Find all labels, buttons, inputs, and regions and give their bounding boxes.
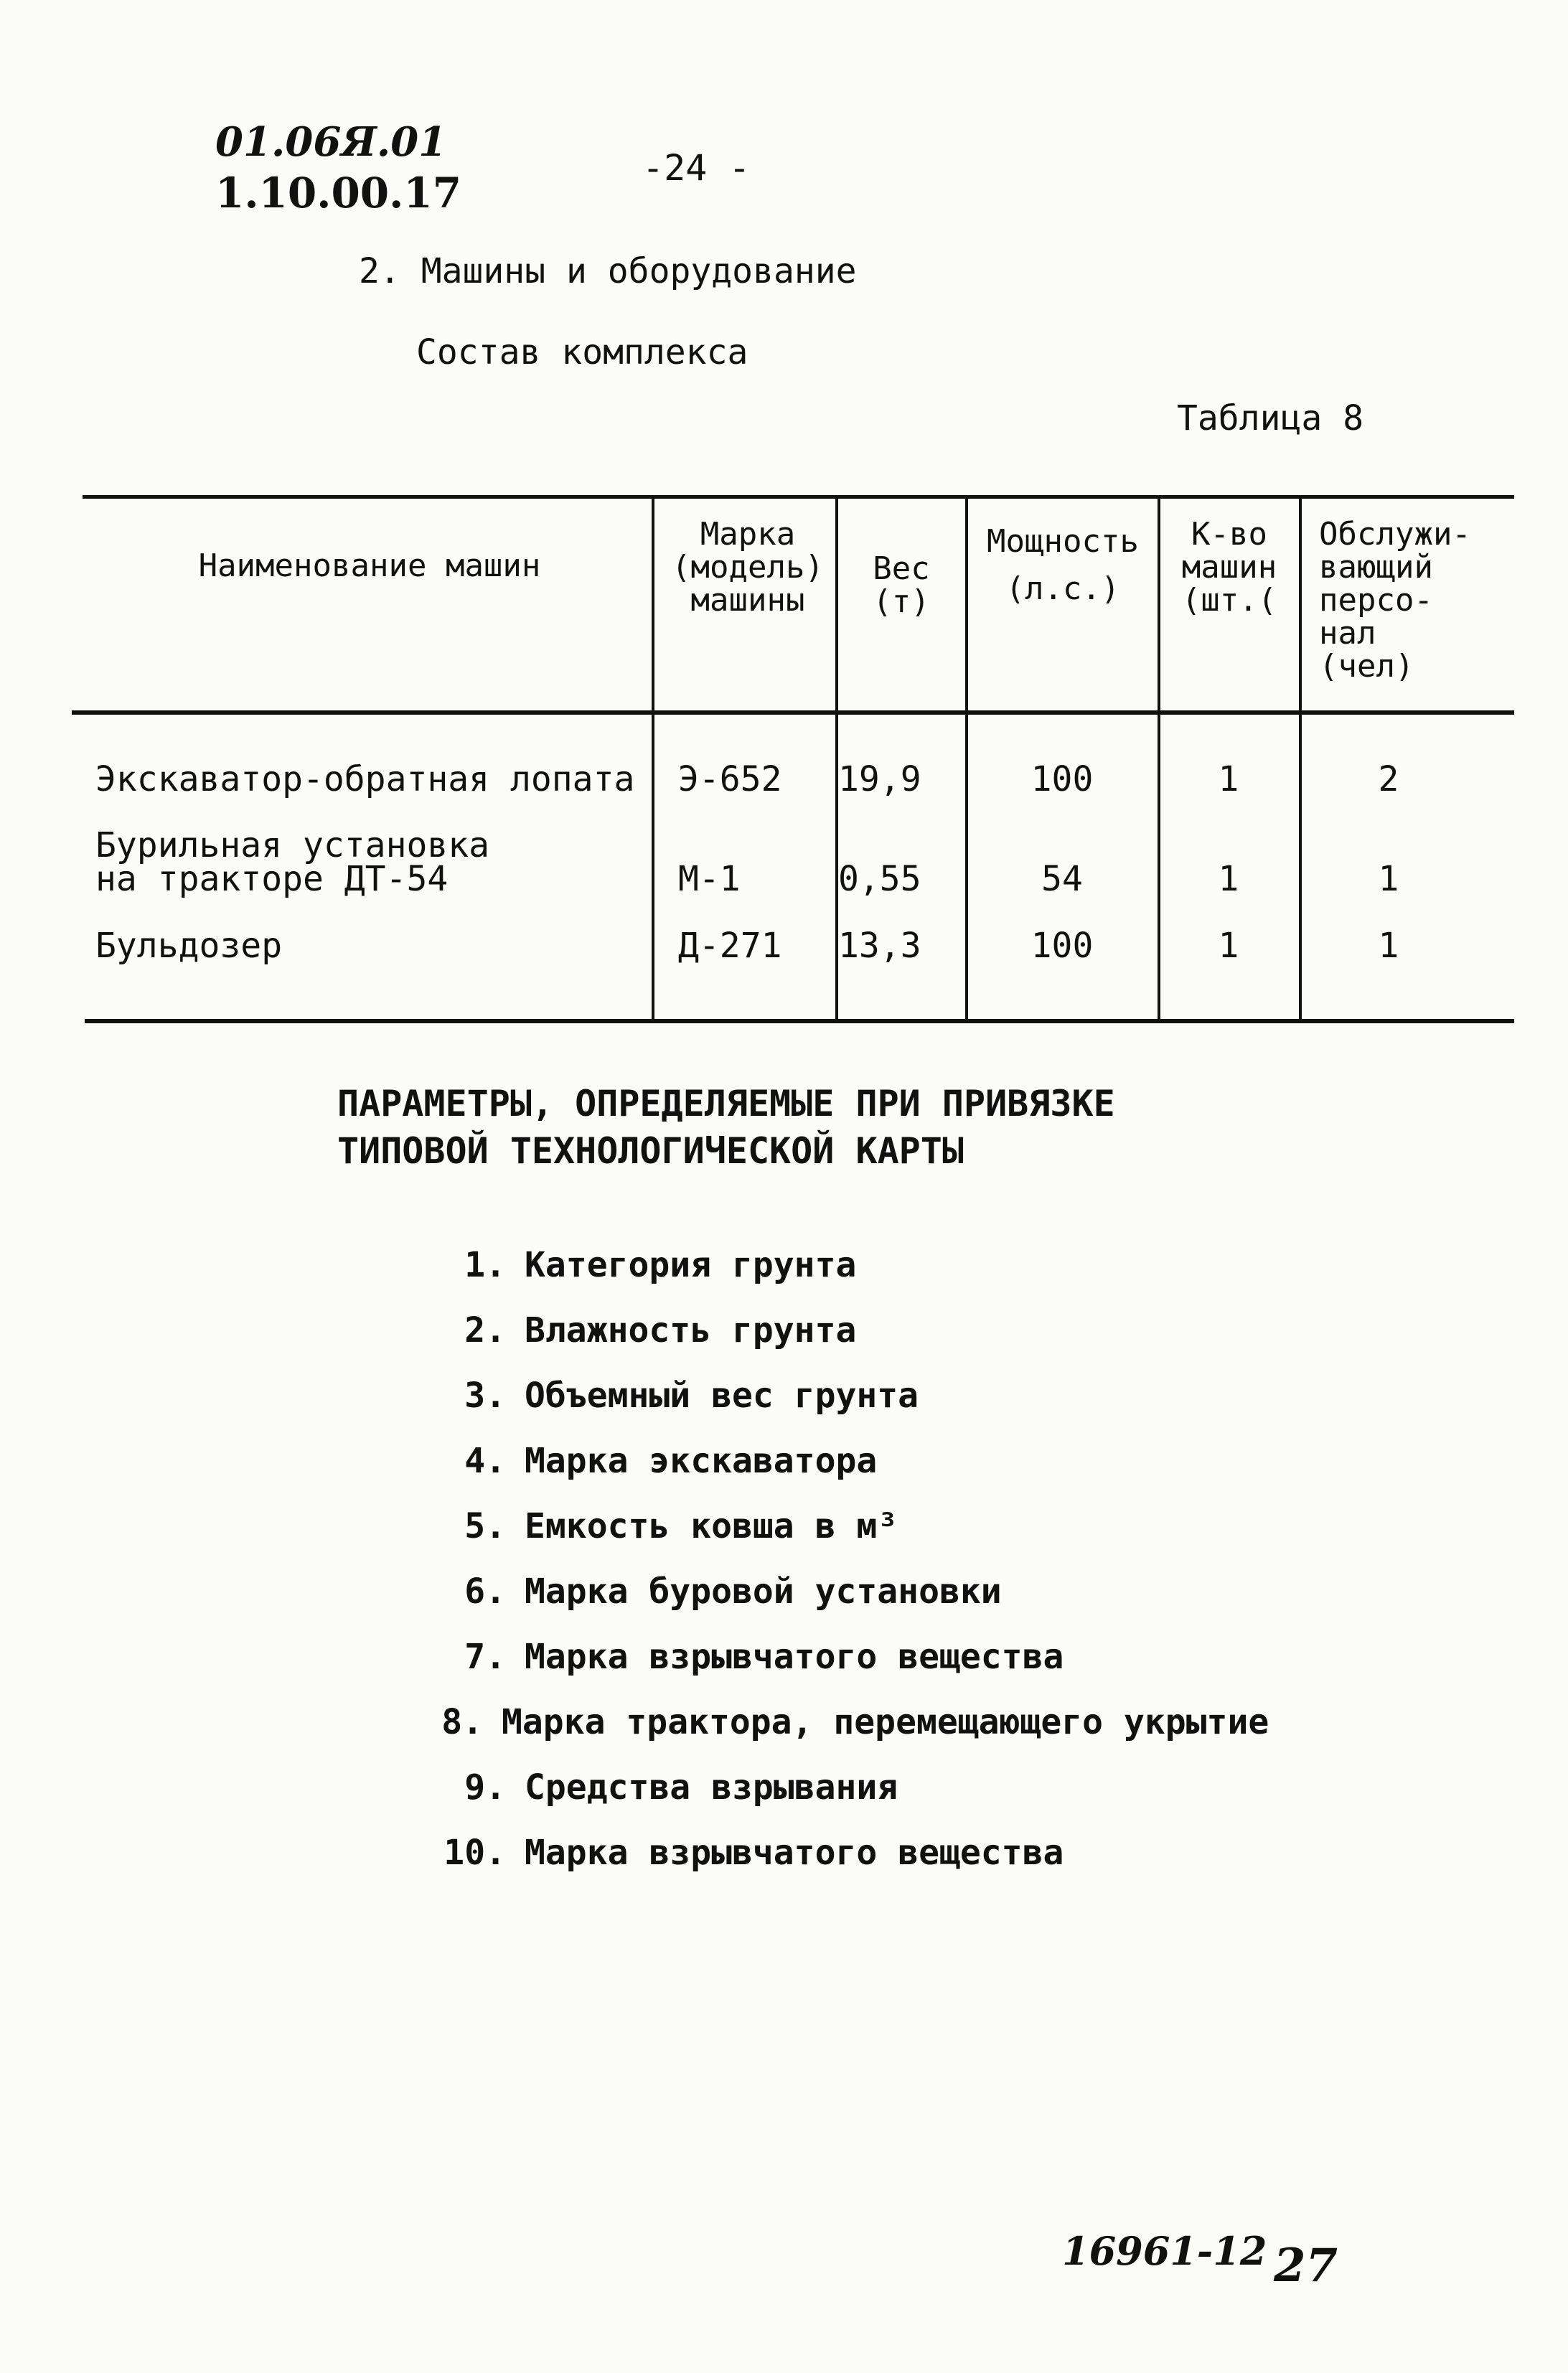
list-item-number: 1. xyxy=(464,1245,506,1285)
list-item xyxy=(416,1506,898,1546)
column-divider xyxy=(965,497,968,1020)
page-number: -24 - xyxy=(642,147,751,189)
list-item xyxy=(416,1637,1064,1677)
row-2-weight: 0,55 xyxy=(838,859,921,899)
row-3-count: 1 xyxy=(1218,926,1239,966)
header-power: Мощность (л.с.) xyxy=(987,523,1139,607)
list-item-text: Категория грунта xyxy=(525,1245,857,1285)
footer-document-number: 16961-12 xyxy=(1062,2228,1267,2274)
row-1-weight: 19,9 xyxy=(838,759,921,799)
list-item-number: 9. xyxy=(464,1767,506,1808)
header-staff: Обслужи- вающий персо- нал (чел) xyxy=(1319,516,1471,685)
list-item xyxy=(416,1310,856,1350)
list-item-text: Объемный вес грунта xyxy=(525,1376,919,1416)
row-2-count: 1 xyxy=(1218,859,1239,899)
list-item-number: 7. xyxy=(464,1637,506,1677)
list-item-text: Марка трактора, перемещающего укрытие xyxy=(502,1702,1269,1742)
list-item-number: 10. xyxy=(443,1833,506,1873)
row-2-staff: 1 xyxy=(1378,859,1399,899)
row-3-model: Д-271 xyxy=(678,926,782,966)
column-divider xyxy=(652,497,654,1020)
row-2-name: Бурильная установка xyxy=(95,825,490,865)
row-1-model: Э-652 xyxy=(678,759,782,799)
list-item xyxy=(416,1376,919,1416)
list-item xyxy=(416,1441,877,1481)
table-label: Таблица 8 xyxy=(1177,398,1364,438)
parameters-heading-line1: ПАРАМЕТРЫ, ОПРЕДЕЛЯЕМЫЕ ПРИ ПРИВЯЗКЕ xyxy=(337,1083,1115,1124)
header-count: К-во машин (шт.( xyxy=(1181,516,1277,619)
list-item-text: Средства взрывания xyxy=(525,1767,898,1808)
document-code-line1: 01.06Я.01 xyxy=(215,118,447,166)
list-item-text: Емкость ковша в м³ xyxy=(525,1506,898,1546)
list-item-text: Марка взрывчатого вещества xyxy=(525,1833,1064,1873)
list-item-number: 4. xyxy=(464,1441,506,1481)
list-item-text: Влажность грунта xyxy=(525,1310,857,1350)
list-item-text: Марка буровой установки xyxy=(525,1571,1002,1612)
row-3-weight: 13,3 xyxy=(838,926,921,966)
row-1-power: 100 xyxy=(1031,759,1094,799)
footer-sheet-number: 27 xyxy=(1274,2239,1338,2293)
row-2-name-line2: на тракторе ДТ-54 xyxy=(95,859,449,899)
subsection-title: Состав комплекса xyxy=(416,332,748,372)
list-item-text: Марка экскаватора xyxy=(525,1441,878,1481)
column-divider xyxy=(1299,497,1302,1020)
list-item xyxy=(416,1571,1002,1612)
table-header-rule xyxy=(72,710,1514,715)
row-2-power: 54 xyxy=(1041,859,1083,899)
list-item xyxy=(393,1702,1269,1742)
header-model: Марка (модель) машины xyxy=(672,516,824,619)
document-code-line2: 1.10.00.17 xyxy=(215,169,462,217)
list-item-number: 2. xyxy=(464,1310,506,1350)
row-1-count: 1 xyxy=(1218,759,1239,799)
list-item-number: 3. xyxy=(464,1376,506,1416)
row-3-staff: 1 xyxy=(1378,926,1399,966)
row-3-power: 100 xyxy=(1031,926,1094,966)
list-item-number: 5. xyxy=(464,1506,506,1546)
list-item xyxy=(416,1833,1064,1873)
list-item-number: 8. xyxy=(441,1702,483,1742)
row-1-staff: 2 xyxy=(1378,759,1399,799)
parameters-heading-line2: ТИПОВОЙ ТЕХНОЛОГИЧЕСКОЙ КАРТЫ xyxy=(337,1130,964,1172)
section-title: 2. Машины и оборудование xyxy=(359,251,857,291)
header-weight: Вес (т) xyxy=(873,550,930,620)
parameters-heading xyxy=(337,1080,1115,1175)
header-machine-name: Наименование машин xyxy=(198,548,541,584)
list-item xyxy=(416,1767,898,1808)
row-3-name: Бульдозер xyxy=(95,926,283,966)
row-1-name: Экскаватор-обратная лопата xyxy=(95,759,635,799)
row-2-model: М-1 xyxy=(678,859,741,899)
list-item-text: Марка взрывчатого вещества xyxy=(525,1637,1064,1677)
list-item xyxy=(416,1245,856,1285)
list-item-number: 6. xyxy=(464,1571,506,1612)
